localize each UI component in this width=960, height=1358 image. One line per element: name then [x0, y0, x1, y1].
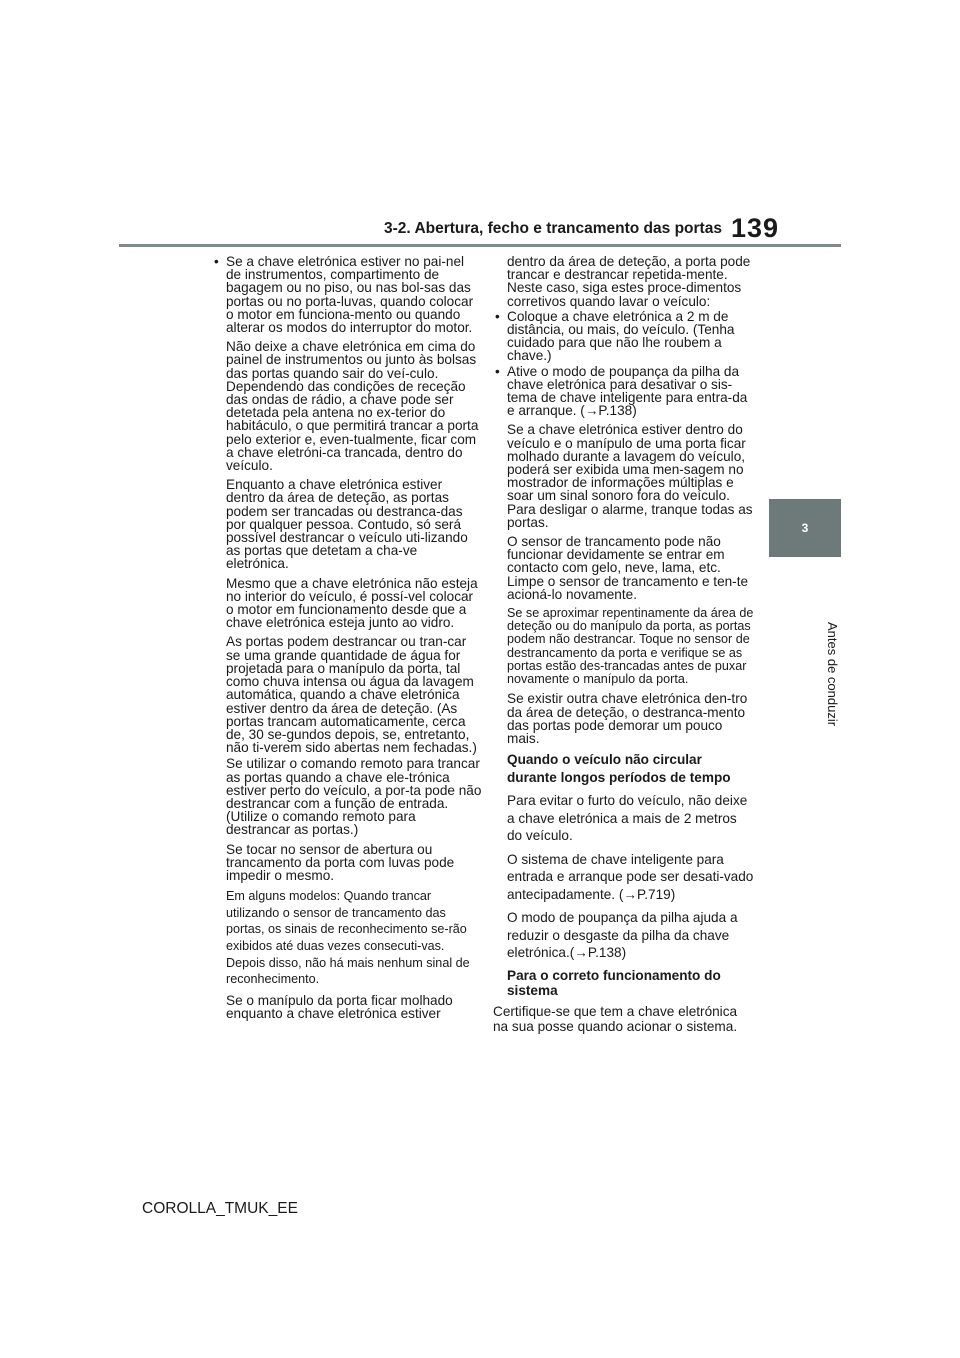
bullet-paragraph: • Coloque a chave eletrónica a 2 m de distância, ou mais, do veículo. (Tenha cuidado para que não lhe roubem a chave.) — [493, 310, 755, 363]
chapter-tab — [769, 499, 841, 557]
paragraph: Enquanto a chave eletrónica estiver dentro da área de deteção, as portas podem ser trancadas ou destranca-das por qualquer pessoa. Contudo, só será possível destrancar o veículo uti-lizando as portas que detetam a cha-ve eletrónica. — [226, 477, 468, 572]
subheading: Para o correto funcionamento do sistema — [507, 967, 721, 998]
paragraph: Se existir outra chave eletrónica den-tro da área de deteção, o destranca-mento das portas pode demorar um pouco mais. — [507, 691, 748, 746]
header-divider — [119, 244, 841, 247]
bullet-paragraph: • Ative o modo de poupança da pilha da chave eletrónica para desativar o sis-tema de chave inteligente para entra-da e arranque. (→P.138) — [493, 365, 755, 418]
paragraph: O modo de poupança da pilha ajuda a reduzir o desgaste da pilha da chave eletrónica.(→P.138) — [507, 910, 738, 961]
chapter-label: Antes de conduzir — [825, 622, 840, 727]
paragraph: Se se aproximar repentinamente da área de deteção ou do manípulo da porta, as portas podem não destrancar. Toque no sensor de destrancamento da porta e verifique se as portas estão des-trancadas antes de puxar novamente o manípulo da porta. — [507, 606, 754, 687]
paragraph: Em alguns modelos: Quando trancar utilizando o sensor de trancamento das portas, os sinais de reconhecimento se-rão exibidos até duas vezes consecuti-vas. Depois disso, não há mais nenhum sinal de reconhecimento. — [226, 889, 470, 987]
paragraph: Mesmo que a chave eletrónica não esteja no interior do veículo, é possí-vel colocar o motor em funcionamento desde que a chave eletrónica esteja junto ao vidro. — [226, 575, 478, 631]
paragraph-continued: dentro da área de deteção, a porta pode trancar e destrancar repetida-mente. Neste caso, siga estes proce-dimentos corretivos quando lavar o veículo: — [507, 254, 751, 309]
paragraph: Não deixe a chave eletrónica em cima do painel de instrumentos ou junto às bolsas das portas quando sair do veí-culo. Dependendo das condições de receção das ondas de rádio, a chave pode ser detetada pela antena no ex-terior do habitáculo, o que permitirá trancar a porta pelo exterior e, even-tualmente, ficar com a chave eletróni-ca trancada, dentro do veículo. — [226, 339, 479, 474]
page-number: 139 — [731, 213, 780, 243]
paragraph: Se o manípulo da porta ficar molhado enquanto a chave eletrónica estiver — [226, 992, 453, 1021]
footer-doc-code: COROLLA_TMUK_EE — [142, 1200, 298, 1217]
left-column — [212, 255, 482, 1026]
subheading: Quando o veículo não circular durante longos períodos de tempo — [507, 752, 731, 785]
right-column — [493, 255, 755, 1041]
chapter-number: 3 — [801, 521, 809, 535]
paragraph: Se tocar no sensor de abertura ou trancamento da porta com luvas pode impedir o mesmo. — [226, 841, 455, 883]
paragraph: Se a chave eletrónica estiver dentro do veículo e o manípulo de uma porta ficar molhado durante a lavagem do veículo, poderá ser exibida uma men-sagem no mostrador de informações múltiplas e soar um sinal sonoro fora do veículo. Para desligar o alarme, tranque todas as portas. — [507, 422, 753, 530]
paragraph: As portas podem destrancar ou tran-car se uma grande quantidade de água for projetada para o manípulo da porta, tal como chuva intensa ou água da lavagem automática, quando a chave eletrónica estiver dentro da área de deteção. (As portas trancam automaticamente, cerca de, 30 se-gundos depois, se, entretanto, não ti-verem sido abertas nem fechadas.) — [226, 634, 477, 756]
paragraph: Certifique-se que tem a chave eletrónica na sua posse quando acionar o sistema. — [493, 1003, 738, 1035]
paragraph: Para evitar o furto do veículo, não deixe a chave eletrónica a mais de 2 metros do veículo. — [507, 793, 748, 844]
paragraph: O sensor de trancamento pode não funcionar devidamente se entrar em contacto com gelo, neve, lama, etc. Limpe o sensor de trancamento e ten-te acioná-lo novamente. — [507, 534, 749, 602]
section-title: 3-2. Abertura, fecho e trancamento das portas — [384, 220, 722, 237]
bullet-paragraph: • Se a chave eletrónica estiver no pai-nel de instrumentos, compartimento de bagagem ou no piso, ou nas bol-sas das portas ou no porta-luvas, quando colocar o motor em funciona-mento ou quando alterar os modos do interruptor do motor. — [212, 255, 482, 334]
paragraph: O sistema de chave inteligente para entrada e arranque pode ser desati-vado antecipadamente. (→P.719) — [507, 851, 754, 902]
paragraph: Se utilizar o comando remoto para trancar as portas quando a chave ele-trónica estiver perto do veículo, a por-ta pode não destrancar com a função de entrada. (Utilize o comando remoto para destrancar as portas.) — [226, 756, 482, 838]
